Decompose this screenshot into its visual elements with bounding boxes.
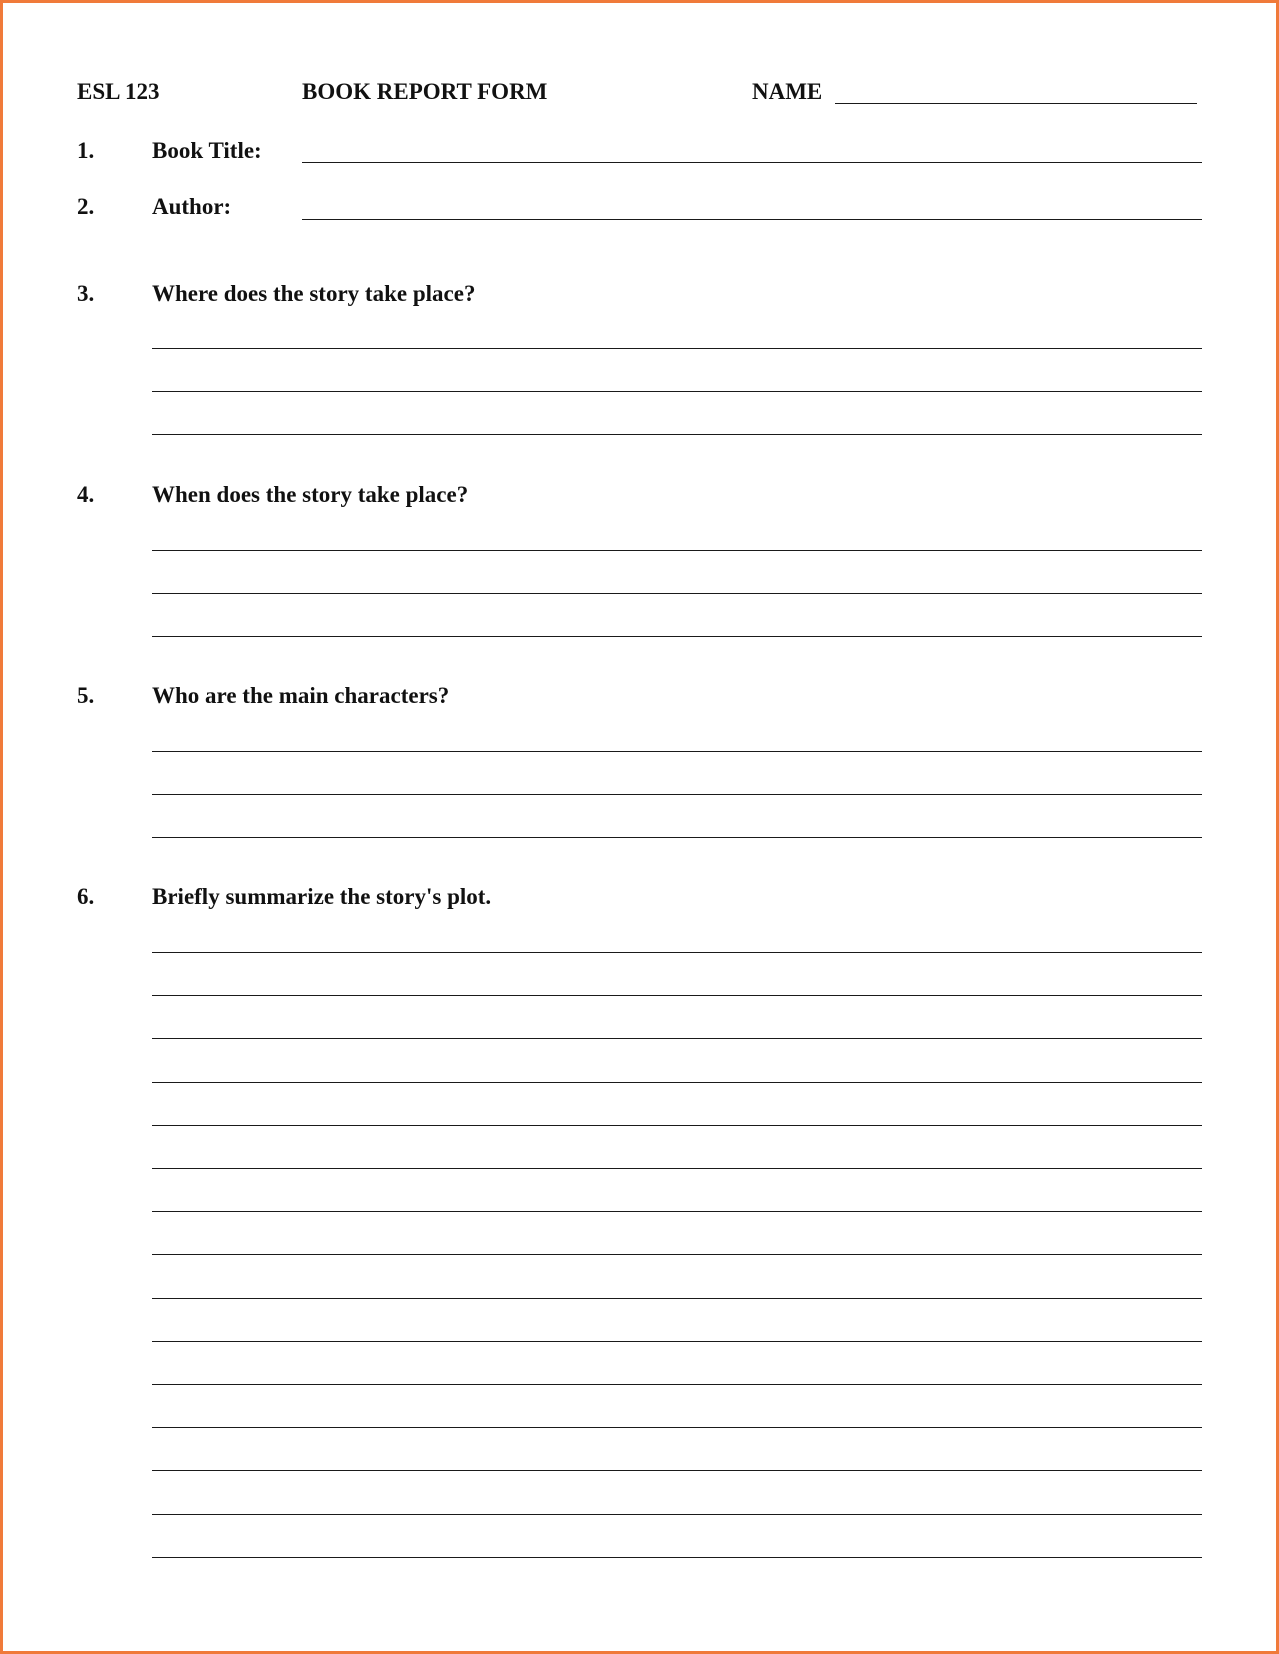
question-plot: Briefly summarize the story's plot. — [152, 884, 492, 909]
answer-line[interactable] — [152, 794, 1202, 795]
name-label: NAME — [752, 79, 823, 104]
answer-line[interactable] — [152, 1427, 1202, 1428]
answer-line[interactable] — [152, 751, 1202, 752]
answer-line[interactable] — [152, 1341, 1202, 1342]
answer-line[interactable] — [152, 1384, 1202, 1385]
item-number-4: 4. — [77, 482, 95, 507]
item-number-3: 3. — [77, 281, 95, 306]
author-field[interactable] — [302, 219, 1202, 220]
book-title-label: Book Title: — [152, 138, 262, 163]
answer-line[interactable] — [152, 952, 1202, 953]
name-field[interactable] — [835, 103, 1197, 104]
question-where: Where does the story take place? — [152, 281, 476, 306]
answer-line[interactable] — [152, 1038, 1202, 1039]
question-characters: Who are the main characters? — [152, 683, 450, 708]
answer-line[interactable] — [152, 550, 1202, 551]
answer-line[interactable] — [152, 1514, 1202, 1515]
answer-line[interactable] — [152, 434, 1202, 435]
answer-line[interactable] — [152, 1125, 1202, 1126]
answer-line[interactable] — [152, 1470, 1202, 1471]
question-when: When does the story take place? — [152, 482, 469, 507]
author-label: Author: — [152, 194, 232, 219]
course-code: ESL 123 — [77, 79, 160, 104]
answer-line[interactable] — [152, 995, 1202, 996]
book-title-field[interactable] — [302, 162, 1202, 163]
item-number-5: 5. — [77, 683, 95, 708]
answer-line[interactable] — [152, 391, 1202, 392]
item-number-1: 1. — [77, 138, 95, 163]
answer-line[interactable] — [152, 348, 1202, 349]
answer-line[interactable] — [152, 1298, 1202, 1299]
item-number-6: 6. — [77, 884, 95, 909]
answer-line[interactable] — [152, 1254, 1202, 1255]
answer-line[interactable] — [152, 1082, 1202, 1083]
answer-line[interactable] — [152, 837, 1202, 838]
answer-line[interactable] — [152, 636, 1202, 637]
answer-line[interactable] — [152, 1211, 1202, 1212]
answer-line[interactable] — [152, 1168, 1202, 1169]
answer-line[interactable] — [152, 593, 1202, 594]
answer-line[interactable] — [152, 1557, 1202, 1558]
form-title: BOOK REPORT FORM — [302, 79, 548, 104]
item-number-2: 2. — [77, 194, 95, 219]
